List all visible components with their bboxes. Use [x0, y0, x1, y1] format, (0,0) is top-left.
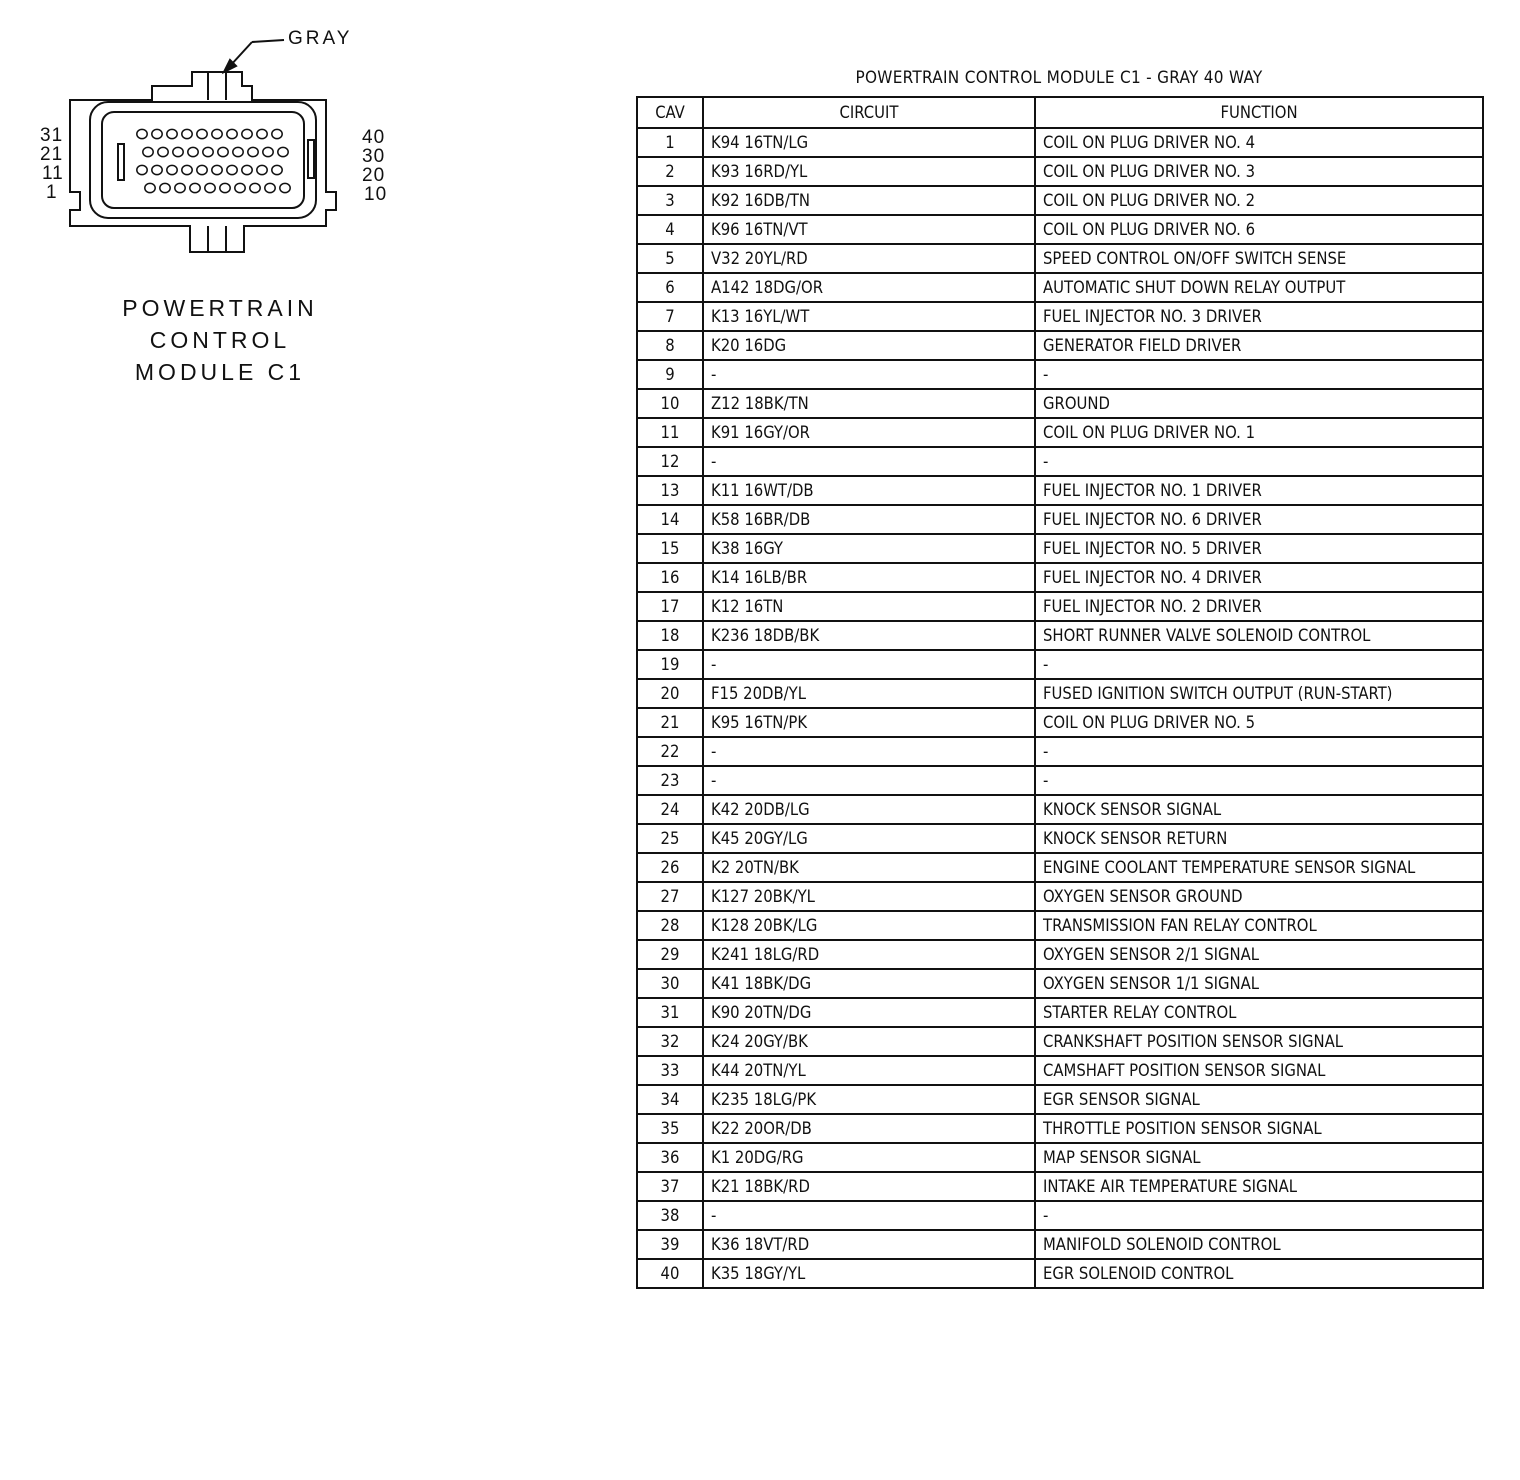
circuit-cell: K38 16GY [703, 534, 1035, 563]
function-cell: FUEL INJECTOR NO. 2 DRIVER [1035, 592, 1483, 621]
cav-cell: 21 [637, 708, 703, 737]
cavity-hole [188, 147, 198, 156]
table-row [637, 882, 1483, 911]
table-row [637, 1172, 1483, 1201]
cavity-hole [272, 165, 282, 174]
function-cell: - [1035, 766, 1483, 795]
function-cell: OXYGEN SENSOR GROUND [1035, 882, 1483, 911]
function-cell: KNOCK SENSOR RETURN [1035, 824, 1483, 853]
cav-cell: 17 [637, 592, 703, 621]
table-row [637, 1201, 1483, 1230]
circuit-cell: - [703, 447, 1035, 476]
circuit-cell: K2 20TN/BK [703, 853, 1035, 882]
function-cell: FUEL INJECTOR NO. 4 DRIVER [1035, 563, 1483, 592]
circuit-cell: K96 16TN/VT [703, 215, 1035, 244]
cavity-hole [250, 183, 260, 192]
cav-cell: 39 [637, 1230, 703, 1259]
cav-cell: 16 [637, 563, 703, 592]
cavity-hole [152, 129, 162, 138]
cavity-hole [158, 147, 168, 156]
cavity-hole [182, 129, 192, 138]
function-cell: - [1035, 650, 1483, 679]
cav-cell: 8 [637, 331, 703, 360]
cavity-hole [212, 129, 222, 138]
cavity-hole [248, 147, 258, 156]
function-cell: OXYGEN SENSOR 2/1 SIGNAL [1035, 940, 1483, 969]
table-row [637, 592, 1483, 621]
table-row [637, 186, 1483, 215]
function-cell: SPEED CONTROL ON/OFF SWITCH SENSE [1035, 244, 1483, 273]
cav-cell: 12 [637, 447, 703, 476]
circuit-cell: K241 18LG/RD [703, 940, 1035, 969]
cavity-hole [190, 183, 200, 192]
circuit-cell: K13 16YL/WT [703, 302, 1035, 331]
circuit-cell: K45 20GY/LG [703, 824, 1035, 853]
cav-cell: 20 [637, 679, 703, 708]
table-row [637, 853, 1483, 882]
connector-caption [110, 292, 330, 388]
table-row [637, 157, 1483, 186]
cav-cell: 36 [637, 1143, 703, 1172]
function-cell: INTAKE AIR TEMPERATURE SIGNAL [1035, 1172, 1483, 1201]
circuit-cell: K22 20OR/DB [703, 1114, 1035, 1143]
cav-cell: 7 [637, 302, 703, 331]
cavity-hole [197, 165, 207, 174]
function-cell: TRANSMISSION FAN RELAY CONTROL [1035, 911, 1483, 940]
circuit-cell: - [703, 737, 1035, 766]
pin-label-30: 30 [362, 146, 386, 167]
table-row [637, 1027, 1483, 1056]
table-row [637, 331, 1483, 360]
function-cell: STARTER RELAY CONTROL [1035, 998, 1483, 1027]
cavity-hole [182, 165, 192, 174]
cav-cell: 5 [637, 244, 703, 273]
table-row [637, 940, 1483, 969]
cavity-hole [203, 147, 213, 156]
header-function: FUNCTION [1035, 97, 1483, 128]
pin-label-11: 11 [42, 163, 64, 184]
circuit-cell: K42 20DB/LG [703, 795, 1035, 824]
cav-cell: 29 [637, 940, 703, 969]
table-row [637, 389, 1483, 418]
circuit-cell: K92 16DB/TN [703, 186, 1035, 215]
table-row [637, 969, 1483, 998]
pin-label-1: 1 [46, 182, 58, 203]
cav-cell: 34 [637, 1085, 703, 1114]
cavity-hole [197, 129, 207, 138]
cavity-hole [257, 129, 267, 138]
cavity-hole [143, 147, 153, 156]
cavity-hole [220, 183, 230, 192]
circuit-cell: F15 20DB/YL [703, 679, 1035, 708]
cavity-hole [175, 183, 185, 192]
circuit-cell: K35 18GY/YL [703, 1259, 1035, 1288]
table-row [637, 1230, 1483, 1259]
function-cell: FUEL INJECTOR NO. 6 DRIVER [1035, 505, 1483, 534]
table-body [637, 128, 1483, 1288]
circuit-cell: K1 20DG/RG [703, 1143, 1035, 1172]
pin-label-40: 40 [362, 127, 386, 148]
cav-cell: 6 [637, 273, 703, 302]
cavity-hole [152, 165, 162, 174]
function-cell: MAP SENSOR SIGNAL [1035, 1143, 1483, 1172]
circuit-cell: K36 18VT/RD [703, 1230, 1035, 1259]
table-row [637, 360, 1483, 389]
table-row [637, 418, 1483, 447]
circuit-cell: K91 16GY/OR [703, 418, 1035, 447]
cavity-hole [257, 165, 267, 174]
function-cell: MANIFOLD SOLENOID CONTROL [1035, 1230, 1483, 1259]
table-row [637, 302, 1483, 331]
function-cell: - [1035, 447, 1483, 476]
function-cell: GENERATOR FIELD DRIVER [1035, 331, 1483, 360]
table-row [637, 215, 1483, 244]
cavity-hole [160, 183, 170, 192]
circuit-cell: K127 20BK/YL [703, 882, 1035, 911]
cav-cell: 35 [637, 1114, 703, 1143]
function-cell: ENGINE COOLANT TEMPERATURE SENSOR SIGNAL [1035, 853, 1483, 882]
cav-cell: 25 [637, 824, 703, 853]
pin-label-21: 21 [40, 144, 64, 165]
cavity-hole [167, 165, 177, 174]
circuit-cell: K58 16BR/DB [703, 505, 1035, 534]
table-row [637, 998, 1483, 1027]
table-row [637, 824, 1483, 853]
table-row [637, 708, 1483, 737]
cavity-hole [242, 129, 252, 138]
table-row [637, 273, 1483, 302]
function-cell: - [1035, 737, 1483, 766]
cav-cell: 22 [637, 737, 703, 766]
caption-line-2: CONTROL [149, 327, 291, 353]
table-row [637, 1056, 1483, 1085]
table-row [637, 128, 1483, 157]
circuit-cell: K235 18LG/PK [703, 1085, 1035, 1114]
function-cell: KNOCK SENSOR SIGNAL [1035, 795, 1483, 824]
circuit-cell: K20 16DG [703, 331, 1035, 360]
function-cell: SHORT RUNNER VALVE SOLENOID CONTROL [1035, 621, 1483, 650]
table-row [637, 1085, 1483, 1114]
cav-cell: 13 [637, 476, 703, 505]
function-cell: COIL ON PLUG DRIVER NO. 6 [1035, 215, 1483, 244]
cavity-holes [137, 129, 290, 192]
cav-cell: 30 [637, 969, 703, 998]
cav-cell: 2 [637, 157, 703, 186]
cav-cell: 10 [637, 389, 703, 418]
table-row [637, 1114, 1483, 1143]
cav-cell: 4 [637, 215, 703, 244]
cav-cell: 27 [637, 882, 703, 911]
circuit-cell: K93 16RD/YL [703, 157, 1035, 186]
pin-label-10: 10 [364, 184, 388, 205]
cavity-hole [278, 147, 288, 156]
circuit-cell: - [703, 650, 1035, 679]
function-cell: FUEL INJECTOR NO. 5 DRIVER [1035, 534, 1483, 563]
cav-cell: 33 [637, 1056, 703, 1085]
pinout-table [636, 96, 1484, 1289]
function-cell: AUTOMATIC SHUT DOWN RELAY OUTPUT [1035, 273, 1483, 302]
cav-cell: 1 [637, 128, 703, 157]
cav-cell: 14 [637, 505, 703, 534]
table-row [637, 447, 1483, 476]
cav-cell: 32 [637, 1027, 703, 1056]
cavity-hole [233, 147, 243, 156]
cav-cell: 37 [637, 1172, 703, 1201]
table-row [637, 244, 1483, 273]
cavity-hole [173, 147, 183, 156]
cavity-hole [235, 183, 245, 192]
cav-cell: 23 [637, 766, 703, 795]
function-cell: FUSED IGNITION SWITCH OUTPUT (RUN-START) [1035, 679, 1483, 708]
circuit-cell: K21 18BK/RD [703, 1172, 1035, 1201]
circuit-cell: K95 16TN/PK [703, 708, 1035, 737]
cavity-hole [265, 183, 275, 192]
function-cell: COIL ON PLUG DRIVER NO. 4 [1035, 128, 1483, 157]
cav-cell: 38 [637, 1201, 703, 1230]
function-cell: EGR SENSOR SIGNAL [1035, 1085, 1483, 1114]
cavity-hole [167, 129, 177, 138]
function-cell: CAMSHAFT POSITION SENSOR SIGNAL [1035, 1056, 1483, 1085]
table-row [637, 505, 1483, 534]
cav-cell: 26 [637, 853, 703, 882]
circuit-cell: K236 18DB/BK [703, 621, 1035, 650]
cavity-hole [145, 183, 155, 192]
function-cell: FUEL INJECTOR NO. 3 DRIVER [1035, 302, 1483, 331]
pin-label-31: 31 [40, 125, 64, 146]
circuit-cell: K12 16TN [703, 592, 1035, 621]
table-row [637, 1259, 1483, 1288]
cav-cell: 18 [637, 621, 703, 650]
function-cell: - [1035, 1201, 1483, 1230]
cavity-hole [263, 147, 273, 156]
gray-pointer-label: GRAY [288, 28, 353, 49]
circuit-cell: K11 16WT/DB [703, 476, 1035, 505]
cav-cell: 15 [637, 534, 703, 563]
cavity-hole [137, 165, 147, 174]
circuit-cell: K44 20TN/YL [703, 1056, 1035, 1085]
cav-cell: 28 [637, 911, 703, 940]
connector-drawing [30, 20, 390, 270]
header-circuit: CIRCUIT [703, 97, 1035, 128]
circuit-cell: K24 20GY/BK [703, 1027, 1035, 1056]
cav-cell: 3 [637, 186, 703, 215]
table-row [637, 911, 1483, 940]
table-row [637, 766, 1483, 795]
table-row [637, 795, 1483, 824]
cavity-hole [137, 129, 147, 138]
function-cell: COIL ON PLUG DRIVER NO. 5 [1035, 708, 1483, 737]
cavity-hole [272, 129, 282, 138]
caption-line-3: MODULE C1 [134, 359, 306, 385]
table-row [637, 534, 1483, 563]
cav-cell: 24 [637, 795, 703, 824]
header-cav: CAV [637, 97, 703, 128]
table-row [637, 621, 1483, 650]
cavity-hole [212, 165, 222, 174]
circuit-cell: - [703, 360, 1035, 389]
cavity-hole [227, 129, 237, 138]
function-cell: EGR SOLENOID CONTROL [1035, 1259, 1483, 1288]
function-cell: GROUND [1035, 389, 1483, 418]
function-cell: COIL ON PLUG DRIVER NO. 3 [1035, 157, 1483, 186]
table-row [637, 679, 1483, 708]
cav-cell: 31 [637, 998, 703, 1027]
cavity-hole [218, 147, 228, 156]
circuit-cell: V32 20YL/RD [703, 244, 1035, 273]
circuit-cell: K90 20TN/DG [703, 998, 1035, 1027]
circuit-cell: K14 16LB/BR [703, 563, 1035, 592]
caption-line-1: POWERTRAIN [122, 295, 318, 321]
cavity-hole [205, 183, 215, 192]
table-row [637, 1143, 1483, 1172]
cavity-hole [242, 165, 252, 174]
cav-cell: 9 [637, 360, 703, 389]
table-header-row [637, 97, 1483, 128]
cavity-hole [280, 183, 290, 192]
circuit-cell: - [703, 1201, 1035, 1230]
function-cell: COIL ON PLUG DRIVER NO. 2 [1035, 186, 1483, 215]
circuit-cell: K94 16TN/LG [703, 128, 1035, 157]
circuit-cell: K128 20BK/LG [703, 911, 1035, 940]
function-cell: THROTTLE POSITION SENSOR SIGNAL [1035, 1114, 1483, 1143]
function-cell: CRANKSHAFT POSITION SENSOR SIGNAL [1035, 1027, 1483, 1056]
cavity-hole [227, 165, 237, 174]
cav-cell: 40 [637, 1259, 703, 1288]
table-row [637, 650, 1483, 679]
circuit-cell: - [703, 766, 1035, 795]
table-row [637, 476, 1483, 505]
circuit-cell: Z12 18BK/TN [703, 389, 1035, 418]
function-cell: OXYGEN SENSOR 1/1 SIGNAL [1035, 969, 1483, 998]
circuit-cell: A142 18DG/OR [703, 273, 1035, 302]
cav-cell: 19 [637, 650, 703, 679]
cav-cell: 11 [637, 418, 703, 447]
table-row [637, 737, 1483, 766]
table-title: POWERTRAIN CONTROL MODULE C1 - GRAY 40 WAY [855, 68, 1263, 88]
function-cell: - [1035, 360, 1483, 389]
function-cell: COIL ON PLUG DRIVER NO. 1 [1035, 418, 1483, 447]
table-row [637, 563, 1483, 592]
circuit-cell: K41 18BK/DG [703, 969, 1035, 998]
function-cell: FUEL INJECTOR NO. 1 DRIVER [1035, 476, 1483, 505]
pin-label-20: 20 [362, 165, 386, 186]
